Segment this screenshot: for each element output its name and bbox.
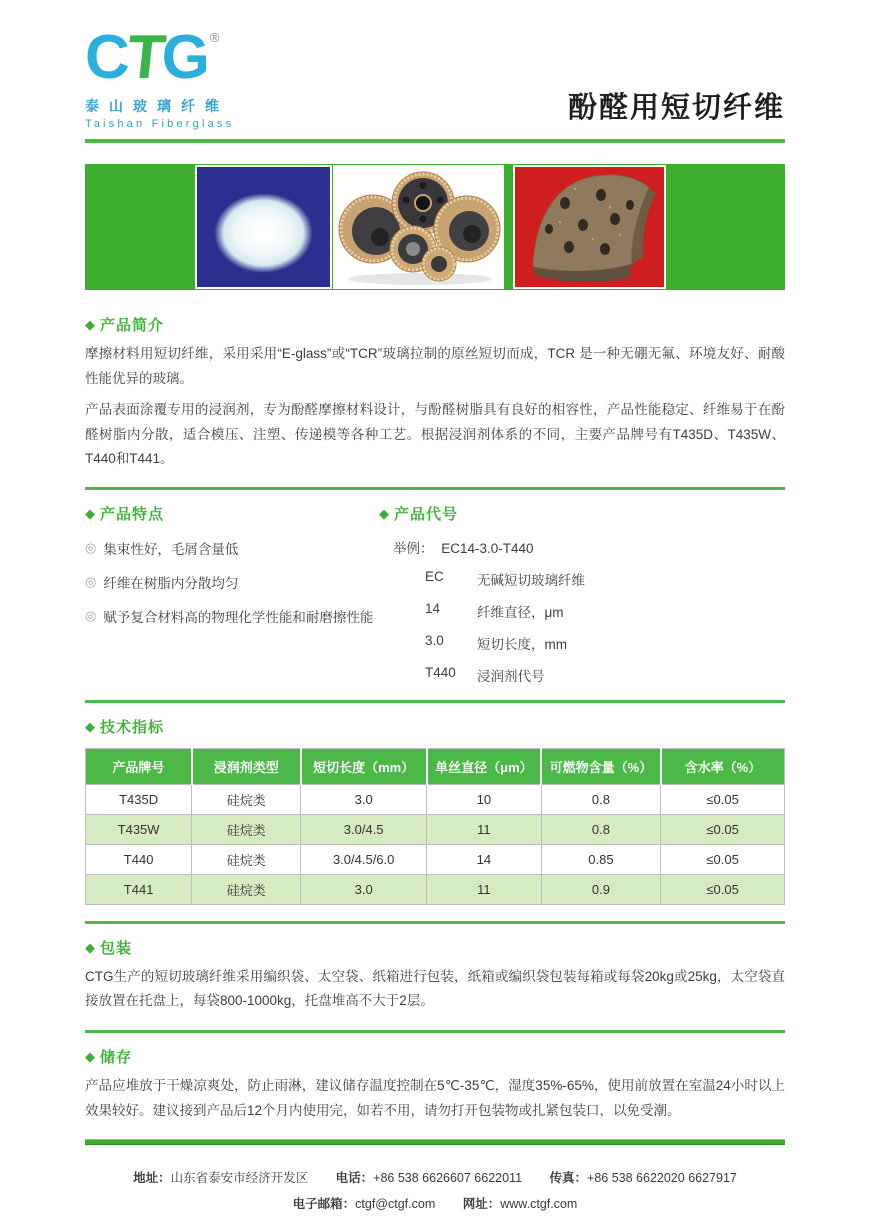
- section-divider: [85, 1030, 785, 1033]
- feature-text: 集束性好，毛屑含量低: [103, 541, 239, 557]
- brake-lining-photo: [515, 167, 664, 287]
- fax-label: 传真：: [549, 1171, 588, 1186]
- col-header-moisture: 含水率（%）: [661, 748, 785, 784]
- website-label: 网址：: [462, 1197, 501, 1212]
- cell-diameter: 14: [427, 844, 542, 874]
- code-desc: 纤维直径，μm: [477, 604, 564, 620]
- feature-text: 赋予复合材料高的物理化学性能和耐磨擦性能: [103, 609, 374, 625]
- intro-heading: [85, 314, 785, 335]
- feature-item: [85, 572, 379, 592]
- footer-line-2: [85, 1191, 785, 1217]
- codes-heading-label: 产品代号: [394, 505, 459, 523]
- table-row: [86, 814, 785, 844]
- email-label: 电子邮箱：: [292, 1197, 356, 1212]
- logo-english-name: Taishan Fiberglass: [85, 118, 235, 130]
- intro-paragraph: 产品表面涂覆专用的浸润剂，专为酚醛摩擦材料设计，与酚醛树脂具有良好的相容性，产品性能稳定、纤维易于在酚醛树脂内分散，适合模压、注塑、传递模等各种工艺。根据浸润剂体系的不同，主要产品牌号有T435D、T435W、T440和T441。: [85, 402, 785, 467]
- specs-heading-label: 技术指标: [100, 718, 165, 736]
- col-header-chop-length: 短切长度（mm）: [301, 748, 427, 784]
- code-row: [379, 665, 785, 685]
- cell-combustible: 0.8: [541, 784, 661, 814]
- code-key: 14: [425, 600, 441, 616]
- table-row: [86, 874, 785, 904]
- footer-email: [293, 1191, 436, 1217]
- ring-bullet-icon: ◎: [85, 540, 97, 556]
- ctg-logo-icon: CTG: [85, 23, 207, 93]
- table-row: [86, 784, 785, 814]
- section-packaging: [85, 937, 785, 1014]
- email-value: ctgf@ctgf.com: [355, 1197, 436, 1212]
- cell-combustible: 0.9: [541, 874, 661, 904]
- phone-label: 电话：: [335, 1171, 374, 1186]
- cell-diameter: 10: [427, 784, 542, 814]
- cell-diameter: 11: [427, 814, 542, 844]
- code-row: [379, 569, 785, 589]
- cell-sizing: 硅烷类: [192, 844, 301, 874]
- diamond-icon: ◆: [85, 718, 96, 734]
- code-key: 3.0: [425, 632, 444, 648]
- cell-combustible: 0.8: [541, 814, 661, 844]
- code-desc: 短切长度，mm: [477, 636, 567, 652]
- phone-value: +86 538 6626607 6622011: [373, 1171, 523, 1186]
- address-label: 地址：: [133, 1171, 171, 1186]
- col-header-sizing-type: 浸润剂类型: [192, 748, 301, 784]
- address-value: 山东省泰安市经济开发区: [170, 1171, 309, 1186]
- chopped-fiber-photo: [197, 167, 330, 287]
- section-specs: [85, 716, 785, 905]
- cell-diameter: 11: [427, 874, 542, 904]
- code-key: T440: [425, 664, 456, 680]
- cell-brand: T435W: [86, 814, 192, 844]
- cell-length: 3.0/4.5/6.0: [301, 844, 427, 874]
- cell-moisture: ≤0.05: [661, 844, 785, 874]
- col-header-brand: 产品牌号: [86, 748, 192, 784]
- diamond-icon: ◆: [85, 505, 96, 521]
- storage-text: 产品应堆放于干燥凉爽处，防止雨淋，建议储存温度控制在5℃-35℃，湿度35%-65%，使用前放置在室温24小时以上效果较好。建议接到产品后12个月内使用完，如若不用，请勿打开包装物或扎紧包装口，以免受潮。: [85, 1077, 785, 1118]
- cell-length: 3.0: [301, 874, 427, 904]
- cell-sizing: 硅烷类: [192, 814, 301, 844]
- page-header: [85, 22, 785, 130]
- cell-brand: T441: [86, 874, 192, 904]
- table-row: [86, 844, 785, 874]
- cell-moisture: ≤0.05: [661, 814, 785, 844]
- feature-item: [85, 606, 379, 626]
- features-codes-row: [85, 503, 785, 685]
- commutator-rings-photo: [335, 167, 502, 287]
- diamond-icon: ◆: [85, 317, 96, 332]
- packaging-heading-label: 包装: [100, 939, 133, 957]
- code-desc: 无碱短切玻璃纤维: [477, 572, 585, 588]
- footer-address: [133, 1165, 308, 1191]
- title-divider: [85, 139, 785, 143]
- cell-moisture: ≤0.05: [661, 874, 785, 904]
- diamond-icon: ◆: [85, 939, 96, 955]
- cell-sizing: 硅烷类: [192, 784, 301, 814]
- cell-length: 3.0: [301, 784, 427, 814]
- intro-paragraph: 摩擦材料用短切纤维，采用采用“E-glass”或“TCR”玻璃拉制的原丝短切而成，TCR 是一种无硼无氟、环境友好、耐酸性能优异的玻璃。: [85, 346, 785, 386]
- product-photo-banner: [85, 164, 785, 290]
- features-heading-label: 产品特点: [100, 505, 165, 523]
- cell-combustible: 0.85: [541, 844, 661, 874]
- cell-brand: T440: [86, 844, 192, 874]
- intro-heading-label: 产品简介: [100, 317, 165, 334]
- packaging-text: CTG生产的短切玻璃纤维采用编织袋、太空袋、纸箱进行包装，纸箱或编织袋包装每箱或每袋20kg或25kg，太空袋直接放置在托盘上，每袋800-1000kg，托盘堆高不大于2层。: [85, 968, 785, 1009]
- code-example-value: EC14-3.0-T440: [441, 540, 534, 556]
- footer-fax: [550, 1165, 737, 1191]
- company-logo: [85, 23, 235, 130]
- diamond-icon: ◆: [85, 1048, 96, 1064]
- footer-website: [463, 1191, 578, 1217]
- specs-table-header-row: [86, 748, 785, 784]
- ring-bullet-icon: ◎: [85, 608, 97, 624]
- cell-length: 3.0/4.5: [301, 814, 427, 844]
- feature-item: [85, 538, 379, 558]
- datasheet-page: [85, 0, 785, 1218]
- website-value: www.ctgf.com: [500, 1197, 578, 1212]
- feature-text: 纤维在树脂内分散均匀: [103, 575, 239, 591]
- code-desc: 浸润剂代号: [477, 668, 545, 684]
- footer-phone: [336, 1165, 522, 1191]
- fax-value: +86 538 6622020 6627917: [587, 1171, 737, 1186]
- section-divider: [85, 487, 785, 490]
- section-divider: [85, 700, 785, 703]
- page-footer: [85, 1165, 785, 1218]
- section-codes: [379, 503, 785, 685]
- section-storage: [85, 1046, 785, 1123]
- section-divider: [85, 921, 785, 924]
- diamond-icon: ◆: [379, 505, 390, 521]
- code-example: [379, 537, 785, 557]
- storage-heading-label: 储存: [100, 1048, 133, 1066]
- footer-line-1: [85, 1165, 785, 1191]
- col-header-filament-diameter: 单丝直径（μm）: [427, 748, 542, 784]
- logo-chinese-name: 泰山玻璃纤维: [85, 98, 229, 114]
- registered-trademark-icon: ®: [209, 30, 220, 46]
- specs-table: [85, 748, 785, 905]
- cell-sizing: 硅烷类: [192, 874, 301, 904]
- footer-divider: [85, 1139, 785, 1145]
- page-title: 酚醛用短切纤维: [567, 92, 785, 124]
- cell-brand: T435D: [86, 784, 192, 814]
- cell-moisture: ≤0.05: [661, 784, 785, 814]
- code-key: EC: [425, 568, 444, 584]
- code-row: [379, 633, 785, 653]
- section-features: [85, 503, 379, 685]
- code-example-label: 举例：: [393, 540, 434, 556]
- code-row: [379, 601, 785, 621]
- col-header-combustible-content: 可燃物含量（%）: [541, 748, 661, 784]
- section-intro: [85, 314, 785, 472]
- ring-bullet-icon: ◎: [85, 574, 97, 590]
